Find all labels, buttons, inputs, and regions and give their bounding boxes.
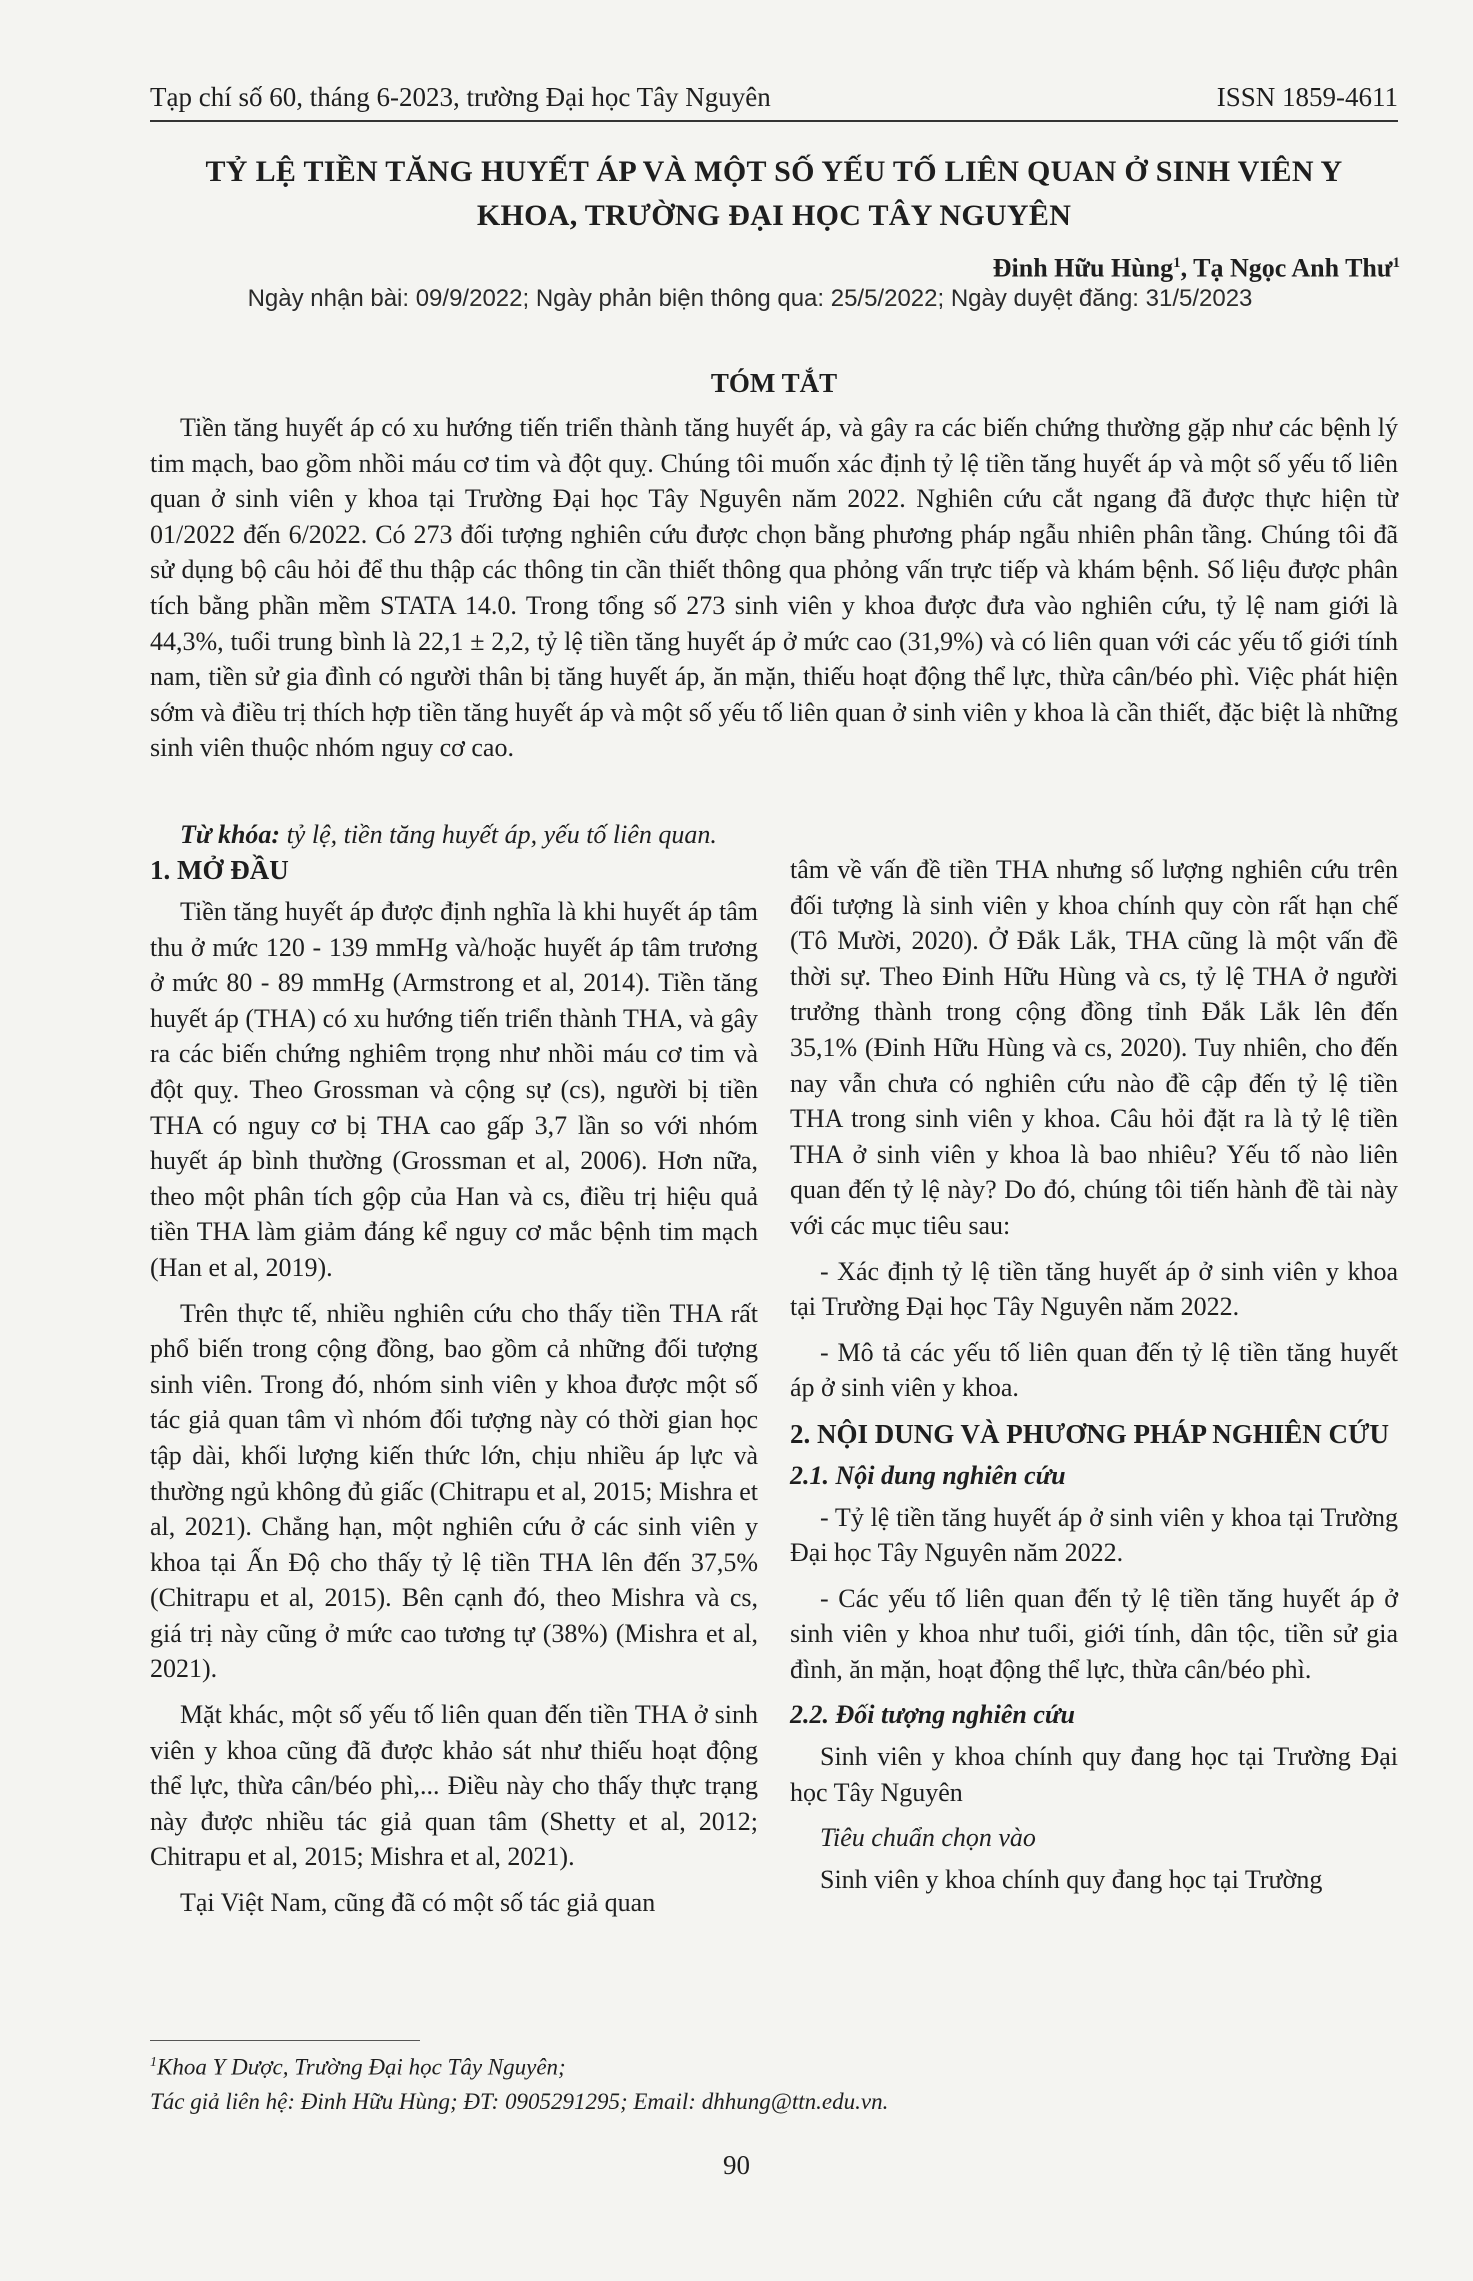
page-number: 90: [723, 2150, 750, 2180]
subsection-heading: 2.1. Nội dung nghiên cứu: [790, 1460, 1066, 1490]
keywords-label: Từ khóa:: [180, 820, 281, 849]
article-title: [150, 150, 1398, 238]
right-column: [790, 852, 1398, 1907]
keywords-text: tỷ lệ, tiền tăng huyết áp, yếu tố liên quan.: [280, 820, 717, 849]
section-heading-methods: 2. NỘI DUNG VÀ PHƯƠNG PHÁP NGHIÊN CỨU: [790, 1418, 1389, 1449]
criteria-heading: Tiêu chuẩn chọn vào: [820, 1823, 1036, 1853]
journal-info: Tạp chí số 60, tháng 6-2023, trường Đại học Tây Nguyên: [150, 82, 771, 112]
abstract-body: [150, 410, 1398, 766]
paragraph: Tại Việt Nam, cũng đã có một số tác giả quan: [180, 1888, 656, 1918]
paragraph: Sinh viên y khoa chính quy đang học tại Trường: [820, 1864, 1323, 1894]
affiliation-text: Khoa Y Dược, Trường Đại học Tây Nguyên;: [157, 2054, 566, 2080]
header-rule: [150, 120, 1398, 122]
author-2-affil: 1: [1392, 255, 1400, 271]
left-column: [150, 852, 758, 1931]
footnote-rule: [150, 2040, 420, 2041]
keywords: [180, 818, 1380, 852]
submission-dates: Ngày nhận bài: 09/9/2022; Ngày phản biện thông qua: 25/5/2022; Ngày duyệt đăng: 31/5/2023: [247, 285, 1253, 312]
title-line-1: TỶ LỆ TIỀN TĂNG HUYẾT ÁP VÀ MỘT SỐ YẾU TỐ LIÊN QUAN Ở SINH VIÊN Y: [205, 155, 1343, 188]
author-2: , Tạ Ngọc Anh Thư: [1180, 253, 1393, 283]
paragraph: tâm về vấn đề tiền THA nhưng số lượng nghiên cứu trên đối tượng là sinh viên y khoa chính quy còn rất hạn chế (Tô Mười, 2020). Ở Đắk Lắk, THA cũng là một vấn đề thời sự. Theo Đinh Hữu Hùng và cs, tỷ lệ THA ở người trưởng thành trong cộng đồng tỉnh Đắk Lắk lên đến 35,1% (Đinh Hữu Hùng và cs, 2020). Tuy nhiên, cho đến nay vẫn chưa có nghiên cứu nào đề cập đến tỷ lệ tiền THA trong sinh viên y khoa. Câu hỏi đặt ra là tỷ lệ tiền THA ở sinh viên y khoa là bao nhiêu? Yếu tố nào liên quan đến tỷ lệ này? Do đó, chúng tôi tiến hành đề tài này với các mục tiêu sau:: [790, 855, 1398, 1240]
issn: ISSN 1859-4611: [1216, 82, 1398, 112]
paragraph: Mặt khác, một số yếu tố liên quan đến tiền THA ở sinh viên y khoa cũng đã được khảo sát như thiếu hoạt động thể lực, thừa cân/béo phì,... Điều này cho thấy thực trạng này được nhiều tác giả quan tâm (Shetty et al, 2012; Chitrapu et al, 2015; Mishra et al, 2021).: [150, 1700, 758, 1872]
paragraph: - Các yếu tố liên quan đến tỷ lệ tiền tăng huyết áp ở sinh viên y khoa như tuổi, giới tính, dân tộc, tiền sử gia đình, ăn mặn, hoạt động thể lực, thừa cân/béo phì.: [790, 1583, 1398, 1684]
title-line-2: KHOA, TRƯỜNG ĐẠI HỌC TÂY NGUYÊN: [476, 199, 1072, 232]
abstract-text: Tiền tăng huyết áp có xu hướng tiến triển thành tăng huyết áp, và gây ra các biến chứng thường gặp như các bệnh lý tim mạch, bao gồm nhồi máu cơ tim và đột quỵ. Chúng tôi muốn xác định tỷ lệ tiền tăng huyết áp và một số yếu tố liên quan ở sinh viên y khoa tại Trường Đại học Tây Nguyên năm 2022. Nghiên cứu cắt ngang đã được thực hiện từ 01/2022 đến 6/2022. Có 273 đối tượng nghiên cứu được chọn bằng phương pháp ngẫu nhiên phân tầng. Chúng tôi đã sử dụng bộ câu hỏi để thu thập các thông tin cần thiết thông qua phỏng vấn trực tiếp và khám bệnh. Số liệu được phân tích bằng phần mềm STATA 14.0. Trong tổng số 273 sinh viên y khoa được đưa vào nghiên cứu, tỷ lệ nam giới là 44,3%, tuổi trung bình là 22,1 ± 2,2, tỷ lệ tiền tăng huyết áp ở mức cao (31,9%) và có liên quan với các yếu tố giới tính nam, tiền sử gia đình có người thân bị tăng huyết áp, ăn mặn, thiếu hoạt động thể lực, thừa cân/béo phì. Việc phát hiện sớm và điều trị thích hợp tiền tăng huyết áp và một số yếu tố liên quan ở sinh viên y khoa là cần thiết, đặc biệt là những sinh viên thuộc nhóm nguy cơ cao.: [150, 413, 1398, 763]
objective-item: - Xác định tỷ lệ tiền tăng huyết áp ở sinh viên y khoa tại Trường Đại học Tây Nguyên năm 2022.: [790, 1256, 1398, 1322]
author-1: Đinh Hữu Hùng: [992, 253, 1174, 283]
objective-item: - Mô tả các yếu tố liên quan đến tỷ lệ tiền tăng huyết áp ở sinh viên y khoa.: [790, 1337, 1398, 1403]
paragraph: Tiền tăng huyết áp được định nghĩa là khi huyết áp tâm thu ở mức 120 - 139 mmHg và/hoặc huyết áp tâm trương ở mức 80 - 89 mmHg (Armstrong et al, 2014). Tiền tăng huyết áp (THA) có xu hướng tiến triển thành THA, và gây ra các biến chứng nghiêm trọng như nhồi máu cơ tim và đột quỵ. Theo Grossman và cộng sự (cs), người bị tiền THA có nguy cơ bị THA cao gấp 3,7 lần so với nhóm huyết áp bình thường (Grossman et al, 2006). Hơn nữa, theo một phân tích gộp của Han và cs, điều trị hiệu quả tiền THA làm giảm đáng kể nguy cơ mắc bệnh tim mạch (Han et al, 2019).: [150, 897, 758, 1282]
author-list: [993, 246, 1400, 286]
subsection-heading: 2.2. Đối tượng nghiên cứu: [790, 1700, 1075, 1730]
running-header: [150, 80, 1398, 114]
footnote-affiliation: [150, 2046, 1398, 2085]
abstract-heading: TÓM TẮT: [710, 368, 838, 398]
footnotes: [150, 2046, 1398, 2119]
footnote-contact: Tác giả liên hệ: Đinh Hữu Hùng; ĐT: 0905291295; Email: dhhung@ttn.edu.vn.: [150, 2088, 889, 2114]
paragraph: Trên thực tế, nhiều nghiên cứu cho thấy tiền THA rất phổ biến trong cộng đồng, bao gồm cả những đối tượng sinh viên. Trong đó, nhóm sinh viên y khoa được một số tác giả quan tâm vì nhóm đối tượng này có thời gian học tập dài, khối lượng kiến thức lớn, chịu nhiều áp lực và thường ngủ không đủ giấc (Chitrapu et al, 2015; Mishra et al, 2021). Chẳng hạn, một nghiên cứu ở các sinh viên y khoa tại Ấn Độ cho thấy tỷ lệ tiền THA lên đến 37,5% (Chitrapu et al, 2015). Bên cạnh đó, theo Mishra và cs, giá trị này cũng ở mức cao tương tự (38%) (Mishra et al, 2021).: [150, 1298, 758, 1684]
paragraph: Sinh viên y khoa chính quy đang học tại Trường Đại học Tây Nguyên: [790, 1742, 1398, 1807]
footnote-marker: 1: [150, 2055, 157, 2070]
author-1-affil: 1: [1173, 255, 1181, 271]
paragraph: - Tỷ lệ tiền tăng huyết áp ở sinh viên y khoa tại Trường Đại học Tây Nguyên năm 2022.: [790, 1502, 1398, 1568]
section-heading-intro: 1. MỞ ĐẦU: [150, 855, 289, 885]
